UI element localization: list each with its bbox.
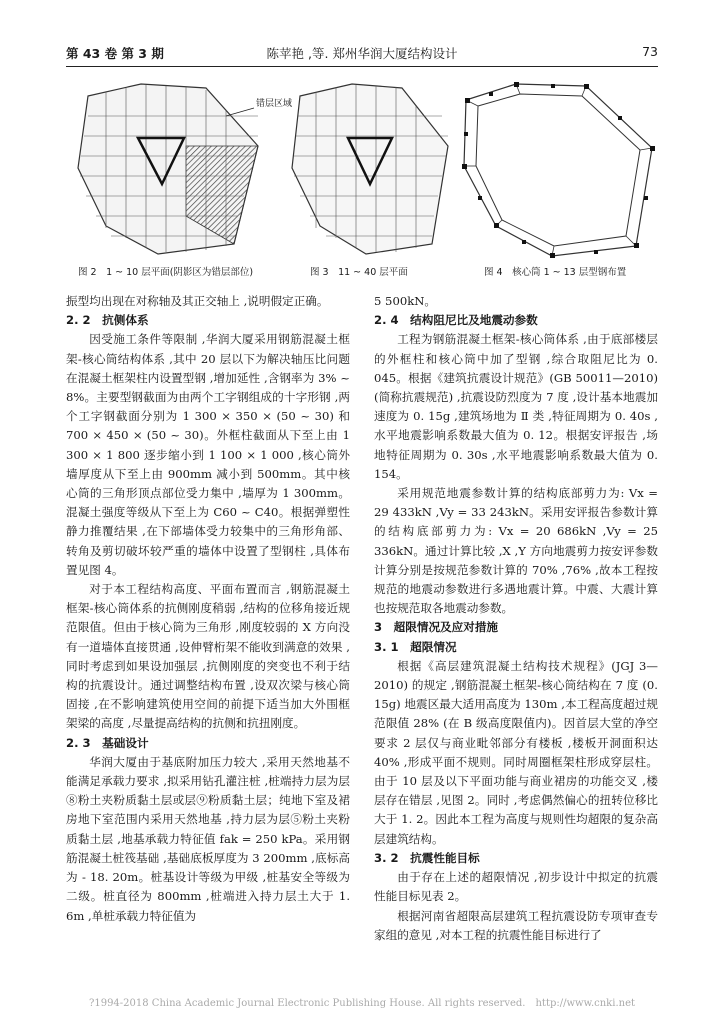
running-title: 陈苹艳 ,等. 郑州华润大厦结构设计 — [266, 46, 458, 61]
section-heading: 2. 3 基础设计 — [66, 735, 149, 750]
body-paragraph: 根据《高层建筑混凝土结构技术规程》(JGJ 3—2010) 的规定 ,钢筋混凝土框架-核心筒结构在 7 度 (0. 15g) 地震区最大适用高度为 130m ,本工程高度超过规范限值 28% (在 B 级高度限值内)。因首层大堂的净空要求 2 层仅与商业毗邻部分有楼板 ,楼板开洞面积达 40% ,形成平面不规则。同时周圈框架柱形成穿层柱。由于 10 层及以下平面功能与商业裙房的功能交叉 ,楼层存在错层 ,见图 2。同时 ,考虑偶然偏心的扭转位移比大于 1. 2。因此本工程为高度与规则性均超限的复杂高层建筑结构。 — [374, 658, 658, 846]
section-heading: 3. 1 超限情况 — [374, 639, 457, 654]
right-text-column — [374, 292, 658, 945]
figure-2-caption: 图 2 1 ~ 10 层平面(阴影区为错层部位) — [78, 267, 254, 278]
figure-3-floor-plan — [282, 76, 458, 260]
body-paragraph: 由于存在上述的超限情况 ,初步设计中拟定的抗震性能目标见表 2。 — [374, 870, 658, 904]
journal-issue: 第 43 卷 第 3 期 — [66, 46, 164, 61]
body-paragraph: 工程为钢筋混凝土框架-核心筒体系 ,由于底部楼层的外框柱和核心筒中加了型钢 ,综合取阻尼比为 0. 045。根据《建筑抗震设计规范》(GB 50011—2010) (简称抗震规范) ,抗震设防烈度为 7 度 ,设计基本地震加速度为 0. 15g ,建筑场地为 Ⅱ 类 ,特征周期为 0. 40s ,水平地震影响系数最大值为 0. 12。根据安评报告 ,场地特征周期为 0. 30s ,水平地震影响系数最大值为 0. 154。 — [374, 332, 658, 481]
staggered-area-label: 错层区域 — [256, 99, 293, 109]
section-heading: 2. 4 结构阻尼比及地震动参数 — [374, 313, 538, 328]
section-heading: 2. 2 抗侧体系 — [66, 313, 149, 328]
figure-2-floor-plan — [66, 76, 293, 260]
body-paragraph: 对于本工程结构高度、平面布置而言 ,钢筋混凝土框架-核心筒体系的抗侧刚度稍弱 ,结构的位移角接近规范限值。但由于核心筒为三角形 ,刚度较弱的 X 方向没有一道墙体直接贯通 ,设伸臂桁架不能收到满意的效果 ,同时考虑到如果设加强层 ,抗侧刚度的突变也不利于结构的抗震设计。通过调整结构布置 ,设双次梁与核心筒固接 ,在不影响建筑使用空间的前提下适当加大外围框架梁的高度 ,尽量提高结构的抗侧和抗扭刚度。 — [66, 582, 350, 731]
body-paragraph: 因受施工条件等限制 ,华润大厦采用钢筋混凝土框架-核心筒结构体系 ,其中 20 层以下为解决轴压比问题在混凝土框架柱内设置型钢 ,增加延性 ,含钢率为 3% ~ 8%。主要型钢截面为由两个工字钢组成的十字形钢 ,两个工字钢截面分别为 1 300 × 350 × (50 ~ 30) 和 700 × 450 × (50 ~ 30)。外框柱截面从下至上由 1 300 × 1 800 逐步缩小到 1 100 × 1 000 ,核心筒外墙厚度从下至上由 900mm 减小到 500mm。其中核心筒的三角形顶点部位受力集中 ,墙厚为 1 300mm。混凝土强度等级从下至上为 C60 ~ C40。根据弹塑性静力推覆结果 ,在下部墙体受力较集中的三角形角部、转角及剪切破坏较严重的墙体中设置了型钢柱 ,具体布置见图 4。 — [66, 332, 350, 577]
body-paragraph: 采用规范地震参数计算的结构底部剪力为: Vx = 29 433kN ,Vy = 33 243kN。采用安评报告参数计算的结构底部剪力为: Vx = 20 686kN ,Vy = 25 336kN。通过计算比较 ,X ,Y 方向地震剪力按安评参数计算分别是按规范参数计算的 70% ,76% ,故本工程按规范的地震动参数进行多遇地震计算。中震、大震计算也按规范取各地震动参数。 — [374, 486, 658, 616]
body-paragraph: 振型均出现在对称轴及其正交轴上 ,说明假定正确。 — [66, 294, 329, 308]
body-paragraph: 5 500kN。 — [374, 294, 436, 308]
figure-3-caption: 图 3 11 ~ 40 层平面 — [310, 267, 408, 278]
section-heading: 3 超限情况及应对措施 — [374, 620, 499, 635]
copyright-footer: ?1994-2018 China Academic Journal Electronic Publishing House. All rights reserved. http://www.cnki.net — [88, 998, 635, 1009]
running-header — [66, 44, 658, 64]
body-paragraph: 根据河南省超限高层建筑工程抗震设防专项审查专家组的意见 ,对本工程的抗震性能目标进行了 — [374, 908, 658, 942]
figure-4-caption: 图 4 核心筒 1 ~ 13 层型钢布置 — [484, 267, 627, 278]
figure-4-core-steel-layout — [456, 76, 660, 260]
section-heading: 3. 2 抗震性能目标 — [374, 850, 480, 865]
body-paragraph: 华润大厦由于基底附加压力较大 ,采用天然地基不能满足承载力要求 ,拟采用钻孔灌注桩 ,桩端持力层为层⑧粉土夹粉质黏土层或层⑨粉质黏土层；纯地下室及裙房地下室范围内采用天然地基 ,持力层为层⑤粉土夹粉质黏土层 ,地基承载力特征值 fak = 250 kPa。采用钢筋混凝土桩筏基础 ,基础底板厚度为 3 200mm ,底标高为 - 18. 20m。桩基设计等级为甲级 ,桩基安全等级为二级。桩直径为 800mm ,桩端进入持力层土大于 1. 6m ,单桩承载力特征值为 — [66, 754, 350, 923]
left-text-column — [66, 292, 350, 926]
header-rule — [66, 66, 658, 67]
page-number: 73 — [642, 44, 658, 59]
